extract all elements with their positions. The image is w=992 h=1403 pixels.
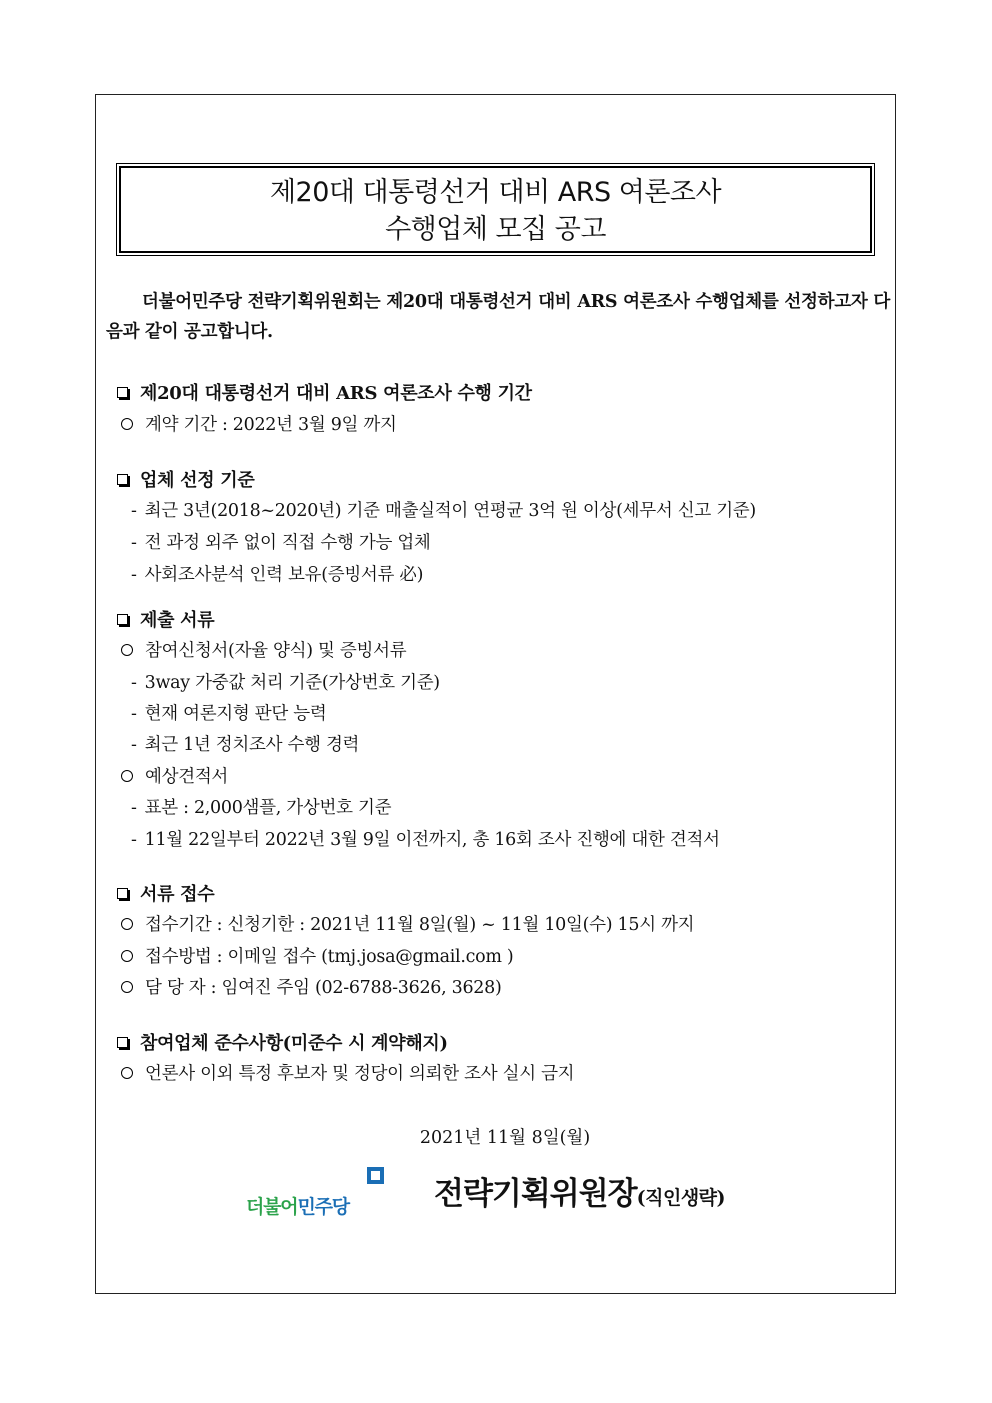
circle-bullet-icon	[121, 918, 133, 930]
dash-bullet: -	[131, 501, 137, 521]
circle-bullet-icon	[121, 770, 133, 782]
dash-bullet: -	[131, 830, 137, 850]
documents-application-item: - 현재 여론지형 판단 능력	[131, 704, 327, 724]
square-bullet-icon	[117, 387, 128, 398]
section-heading-period: 제20대 대통령선거 대비 ARS 여론조사 수행 기간	[117, 379, 532, 405]
square-bullet-icon	[117, 888, 128, 899]
documents-application-item: - 3way 가중값 처리 기준(가상번호 기준)	[131, 673, 440, 693]
dash-bullet: -	[131, 533, 137, 553]
signer-note: (직인생략)	[636, 1187, 726, 1209]
period-item: 계약 기간 : 2022년 3월 9일 까지	[121, 411, 397, 436]
documents-estimate-item: - 11월 22일부터 2022년 3월 9일 이전까지, 총 16회 조사 진행에 대한 견적서	[131, 830, 720, 850]
criteria-item: - 사회조사분석 인력 보유(증빙서류 必)	[131, 565, 424, 585]
documents-estimate: 예상견적서	[121, 763, 228, 788]
announcement-date: 2021년 11월 8일(월)	[419, 1128, 591, 1148]
reception-item: 접수방법 : 이메일 접수 (tmj.josa@gmail.com )	[121, 943, 513, 968]
intro-text: 더불어민주당 전략기획위원회는 제20대 대통령선거 대비 ARS 여론조사 수행업체를 선정하고자 다음과 같이 공고합니다.	[106, 292, 890, 342]
title-line-2: 수행업체 모집 공고	[385, 214, 606, 245]
dash-bullet: -	[131, 565, 137, 585]
dash-bullet: -	[131, 798, 137, 818]
reception-item: 접수기간 : 신청기한 : 2021년 11월 8일(월) ~ 11월 10일(수) 15시 까지	[121, 911, 694, 936]
section-heading-criteria: 업체 선정 기준	[117, 466, 254, 492]
section-heading-reception: 서류 접수	[117, 880, 214, 906]
signer-title: 전략기획위원장	[434, 1176, 637, 1212]
dash-bullet: -	[131, 735, 137, 755]
section-heading-documents: 제출 서류	[117, 606, 214, 632]
square-bullet-icon	[117, 1037, 128, 1048]
criteria-item: - 전 과정 외주 없이 직접 수행 가능 업체	[131, 533, 431, 553]
page-frame	[95, 94, 896, 1294]
documents-application-item: - 최근 1년 정치조사 수행 경력	[131, 735, 360, 755]
party-logo	[246, 1167, 394, 1219]
square-bullet-icon	[117, 614, 128, 625]
circle-bullet-icon	[121, 981, 133, 993]
circle-bullet-icon	[121, 950, 133, 962]
documents-application: 참여신청서(자율 양식) 및 증빙서류	[121, 637, 406, 662]
criteria-item: - 최근 3년(2018~2020년) 기준 매출실적이 연평균 3억 원 이상(세무서 신고 기준)	[131, 501, 756, 521]
intro-paragraph	[106, 287, 890, 347]
party-logo-text: 더불어민주당	[246, 1196, 349, 1218]
dash-bullet: -	[131, 673, 137, 693]
flag-icon	[367, 1167, 385, 1186]
reception-item: 담 당 자 : 임여진 주임 (02-6788-3626, 3628)	[121, 974, 502, 999]
signer	[434, 1168, 725, 1213]
title-line-1: 제20대 대통령선거 대비 ARS 여론조사	[269, 177, 722, 208]
circle-bullet-icon	[121, 1067, 133, 1079]
dash-bullet: -	[131, 704, 137, 724]
section-heading-compliance: 참여업체 준수사항(미준수 시 계약해지)	[117, 1029, 448, 1055]
circle-bullet-icon	[121, 644, 133, 656]
circle-bullet-icon	[121, 418, 133, 430]
square-bullet-icon	[117, 474, 128, 485]
title-box	[119, 166, 872, 253]
compliance-item: 언론사 이외 특정 후보자 및 정당이 의뢰한 조사 실시 금지	[121, 1060, 574, 1085]
documents-estimate-item: - 표본 : 2,000샘플, 가상번호 기준	[131, 798, 392, 818]
